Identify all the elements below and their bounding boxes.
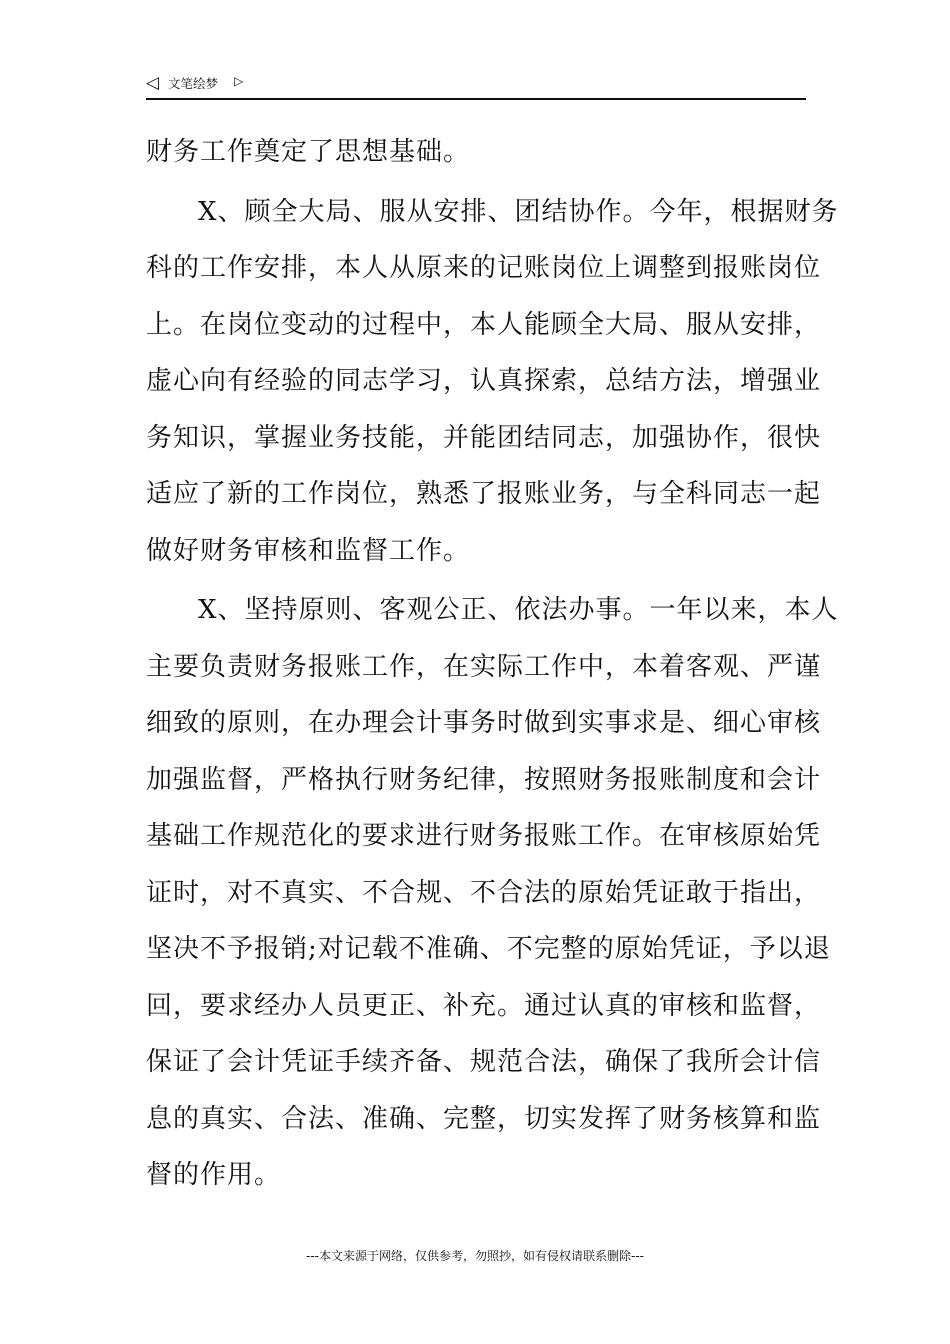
- text-line: X、坚持原则、客观公正、依法办事。一年以来，本人: [198, 595, 839, 625]
- text-line: 科的工作安排，本人从原来的记账岗位上调整到报账岗位: [146, 253, 822, 283]
- text-line: 回，要求经办人员更正、补充。通过认真的审核和监督，: [146, 990, 822, 1021]
- text-line: 坚决不予报销;对记载不准确、不完整的原始凭证，予以退: [146, 934, 831, 964]
- triangle-right-outline-icon: ▷: [234, 74, 244, 88]
- text-line: 做好财务审核和监督工作。: [146, 535, 471, 566]
- document-body: [146, 124, 839, 1204]
- paragraph: [146, 184, 839, 580]
- text-line: X、顾全大局、服从安排、团结协作。今年，根据财务: [198, 196, 839, 227]
- text-line: 保证了会计凭证手续齐备、规范合法，确保了我所会计信: [146, 1047, 822, 1077]
- text-line: 财务工作奠定了思想基础。: [146, 137, 471, 167]
- text-line: 证时，对不真实、不合规、不合法的原始凭证敢于指出，: [146, 877, 822, 908]
- text-line: 督的作用。: [146, 1160, 282, 1190]
- text-line: 细致的原则，在办理会计事务时做到实事求是、细心审核: [146, 708, 822, 738]
- paragraph: [146, 124, 811, 181]
- text-line: 虚心向有经验的同志学习，认真探索，总结方法，增强业: [146, 366, 822, 396]
- page-header: [146, 72, 806, 100]
- triangle-left-outline-icon: ◁: [146, 73, 160, 93]
- header-brand: 文笔绘梦: [168, 76, 219, 91]
- text-line: 息的真实、合法、准确、完整，切实发挥了财务核算和监: [146, 1103, 822, 1134]
- text-line: 加强监督，严格执行财务纪律，按照财务报账制度和会计: [146, 764, 822, 795]
- paragraph: [146, 582, 839, 1204]
- text-line: 务知识，掌握业务技能，并能团结同志，加强协作，很快: [146, 422, 822, 453]
- text-line: 主要负责财务报账工作，在实际工作中，本着客观、严谨: [146, 651, 822, 682]
- text-line: 基础工作规范化的要求进行财务报账工作。在审核原始凭: [146, 821, 822, 851]
- footer-disclaimer: ---本文来源于网络，仅供参考，勿照抄，如有侵权请联系删除---: [306, 1249, 644, 1263]
- text-line: 适应了新的工作岗位，熟悉了报账业务，与全科同志一起: [146, 479, 822, 509]
- text-line: 上。在岗位变动的过程中，本人能顾全大局、服从安排，: [146, 309, 822, 340]
